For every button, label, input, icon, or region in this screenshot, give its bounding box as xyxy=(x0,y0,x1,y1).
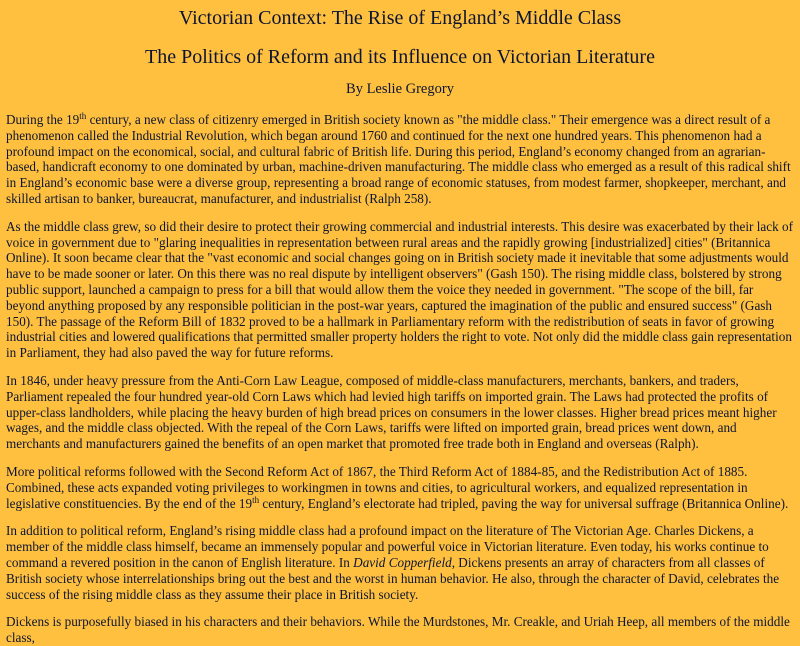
paragraph-corn-laws: In 1846, under heavy pressure from the Anti-Corn Law League, composed of middle-class manufacturers, merchants, bankers, and traders, Parliament repealed the four hundred year-old Corn Laws which had levied high tariffs on imported grain. The Laws had protected the profits of upper-class landholders, while placing the heavy burden of high bread prices on consumers in the lower classes. Higher bread prices meant higher wages, and the middle class objected. With the repeal of the Corn Laws, tariffs were lifted on imported grain, bread prices went down, and merchants and manufacturers gained the benefits of an open market that promoted free trade both in England and overseas (Ralph). xyxy=(6,372,777,452)
paragraph-dickens-bias: Dickens is purposefully biased in his characters and their behaviors. While the Murdstones, Mr. Creakle, and Uriah Heep, all members of the middle class, xyxy=(6,614,790,646)
page-subtitle: The Politics of Reform and its Influence on Victorian Literature xyxy=(145,46,655,68)
document-page xyxy=(0,7,800,646)
paragraph-text: More political reforms followed with the Second Reform Act of 1867, the Third Reform Act of 1884-85, and the Redistribution Act of 1885. Combined, these acts expanded voting privileges to workingmen in towns and cities, to agricultural workers, and equalized representation in legislative constituencies. By the end of the 19 xyxy=(6,463,748,511)
paragraph-literature xyxy=(6,523,794,602)
paragraph-text: century, England’s electorate had tripled, paving the way for universal suffrage (Britannica Online). xyxy=(259,495,789,511)
page-title: Victorian Context: The Rise of England’s Middle Class xyxy=(178,7,622,29)
paragraph-reform-bill: As the middle class grew, so did their desire to protect their growing commercial and industrial interests. This desire was exacerbated by their lack of voice in government due to "glaring inequalities in representation between rural areas and the rapidly growing [industrialized] cities" (Britannica Online). It soon became clear that the "vast economic and social changes going on in British society made it inevitable that some adjustments would have to be made sooner or later. On this there was no real dispute by intelligent observers" (Gash 150). The rising middle class, bolstered by strong public support, launched a campaign to press for a bill that would allow them the voice they needed in government. "The scope of the bill, far beyond anything proposed by any responsible politician in the post-war years, captured the imagination of the public and ensured success" (Gash 150). The passage of the Reform Bill of 1832 proved to be a hallmark in Parliamentary reform with the redistribution of seats in favor of growing industrial cities and lowered qualifications that permitted smaller property holders the right to vote. Not only did the middle class gain representation in Parliament, they had also paved the way for future reforms. xyxy=(6,218,793,361)
paragraph-industrial-revolution xyxy=(6,112,794,207)
author-byline: By Leslie Gregory xyxy=(346,81,454,97)
paragraph-text: , Dickens presents an array of characters from all classes of British society whose interrelationships bring out the best and the worst in human behavior. He also, through the character of David, celebrates the success of the rising middle class as they assume their place in British society. xyxy=(6,554,780,602)
book-title: David Copperfield xyxy=(353,554,452,570)
paragraph-text: In addition to political reform, England’s rising middle class had a profound impact on the literature of The Victorian Age. Charles Dickens, a member of the middle class himself, became an immensely popular and powerful voice in Victorian literature. Even today, his works continue to command a revered position in the canon of English literature. In xyxy=(6,523,769,570)
superscript: th xyxy=(252,494,260,505)
superscript: th xyxy=(79,111,87,121)
paragraph-reform-acts xyxy=(6,464,794,511)
paragraph-text: century, a new class of citizenry emerged in British society known as "the middle class." Their emergence was a direct result of a phenomenon called the Industrial Revolution, which began around 1760 and continued for the next one hundred years. This phenomenon had a profound impact on the economical, social, and cultural fabric of British life. During this period, England’s economy changed from an agrarian-based, handicraft economy to one dominated by urban, machine-driven manufacturing. The middle class who emerged as a result of this radical shift in England’s economic base were a diverse group, representing a broad range of economic statuses, from modest farmer, shopkeeper, merchant, and skilled artisan to banker, bureaucrat, manufacturer, and industrialist (Ralph 258). xyxy=(6,112,791,206)
paragraph-text: During the 19 xyxy=(6,112,80,127)
